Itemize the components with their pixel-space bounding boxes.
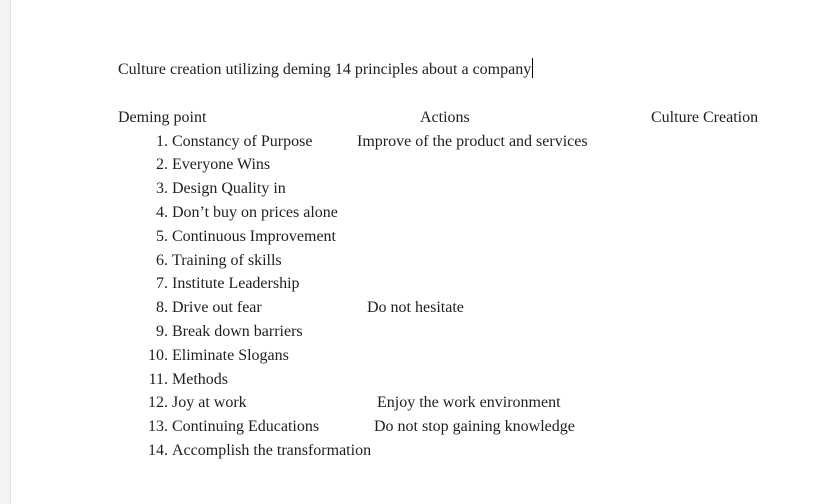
header-culture-creation: Culture Creation bbox=[651, 108, 759, 126]
list-item bbox=[118, 177, 818, 201]
list-item bbox=[118, 344, 818, 368]
list-item bbox=[118, 415, 818, 439]
document-title: Culture creation utilizing deming 14 principles about a company bbox=[118, 61, 532, 78]
list-item bbox=[118, 368, 818, 392]
item-number: 7. bbox=[156, 275, 168, 293]
deming-points-list bbox=[118, 130, 818, 463]
item-action: Do not hesitate bbox=[367, 299, 464, 317]
page-left-margin bbox=[0, 0, 11, 504]
item-number: 6. bbox=[156, 251, 168, 269]
list-item bbox=[118, 249, 818, 273]
item-number: 13. bbox=[148, 418, 168, 436]
item-label: Institute Leadership bbox=[172, 275, 300, 293]
item-number: 11. bbox=[148, 370, 168, 388]
blank-line bbox=[118, 82, 818, 106]
item-number: 10. bbox=[148, 346, 168, 364]
item-label: Drive out fear bbox=[172, 299, 262, 317]
column-headers bbox=[118, 106, 818, 130]
list-item bbox=[118, 320, 818, 344]
item-label: Continuous Improvement bbox=[172, 227, 336, 245]
item-label: Break down barriers bbox=[172, 322, 303, 340]
item-label: Methods bbox=[172, 370, 228, 388]
item-label: Continuing Educations bbox=[172, 418, 320, 436]
item-action: Improve of the product and services bbox=[357, 132, 588, 150]
item-label: Don’t buy on prices alone bbox=[172, 203, 338, 221]
item-number: 5. bbox=[156, 227, 168, 245]
list-item bbox=[118, 296, 818, 320]
item-number: 3. bbox=[156, 180, 168, 198]
list-item bbox=[118, 201, 818, 225]
list-item bbox=[118, 439, 818, 463]
document-title-line[interactable] bbox=[118, 58, 818, 82]
item-number: 9. bbox=[156, 322, 168, 340]
item-number: 2. bbox=[156, 156, 168, 174]
item-label: Everyone Wins bbox=[172, 156, 271, 174]
list-item bbox=[118, 391, 818, 415]
list-item bbox=[118, 272, 818, 296]
item-label: Accomplish the transformation bbox=[172, 441, 372, 459]
list-item bbox=[118, 153, 818, 177]
item-action: Do not stop gaining knowledge bbox=[374, 418, 575, 436]
list-item bbox=[118, 130, 818, 154]
text-cursor bbox=[532, 58, 533, 78]
item-number: 8. bbox=[156, 299, 168, 317]
item-number: 12. bbox=[148, 394, 168, 412]
item-label: Design Quality in bbox=[172, 180, 286, 198]
item-label: Eliminate Slogans bbox=[172, 346, 289, 364]
header-deming-point: Deming point bbox=[118, 108, 207, 126]
item-action: Enjoy the work environment bbox=[377, 394, 561, 412]
item-label: Constancy of Purpose bbox=[172, 132, 313, 150]
item-label: Joy at work bbox=[172, 394, 247, 412]
document-body[interactable] bbox=[118, 58, 818, 463]
list-item bbox=[118, 225, 818, 249]
header-actions: Actions bbox=[420, 108, 470, 126]
item-number: 14. bbox=[148, 441, 168, 459]
item-number: 1. bbox=[156, 132, 168, 150]
item-number: 4. bbox=[156, 203, 168, 221]
item-label: Training of skills bbox=[172, 251, 282, 269]
